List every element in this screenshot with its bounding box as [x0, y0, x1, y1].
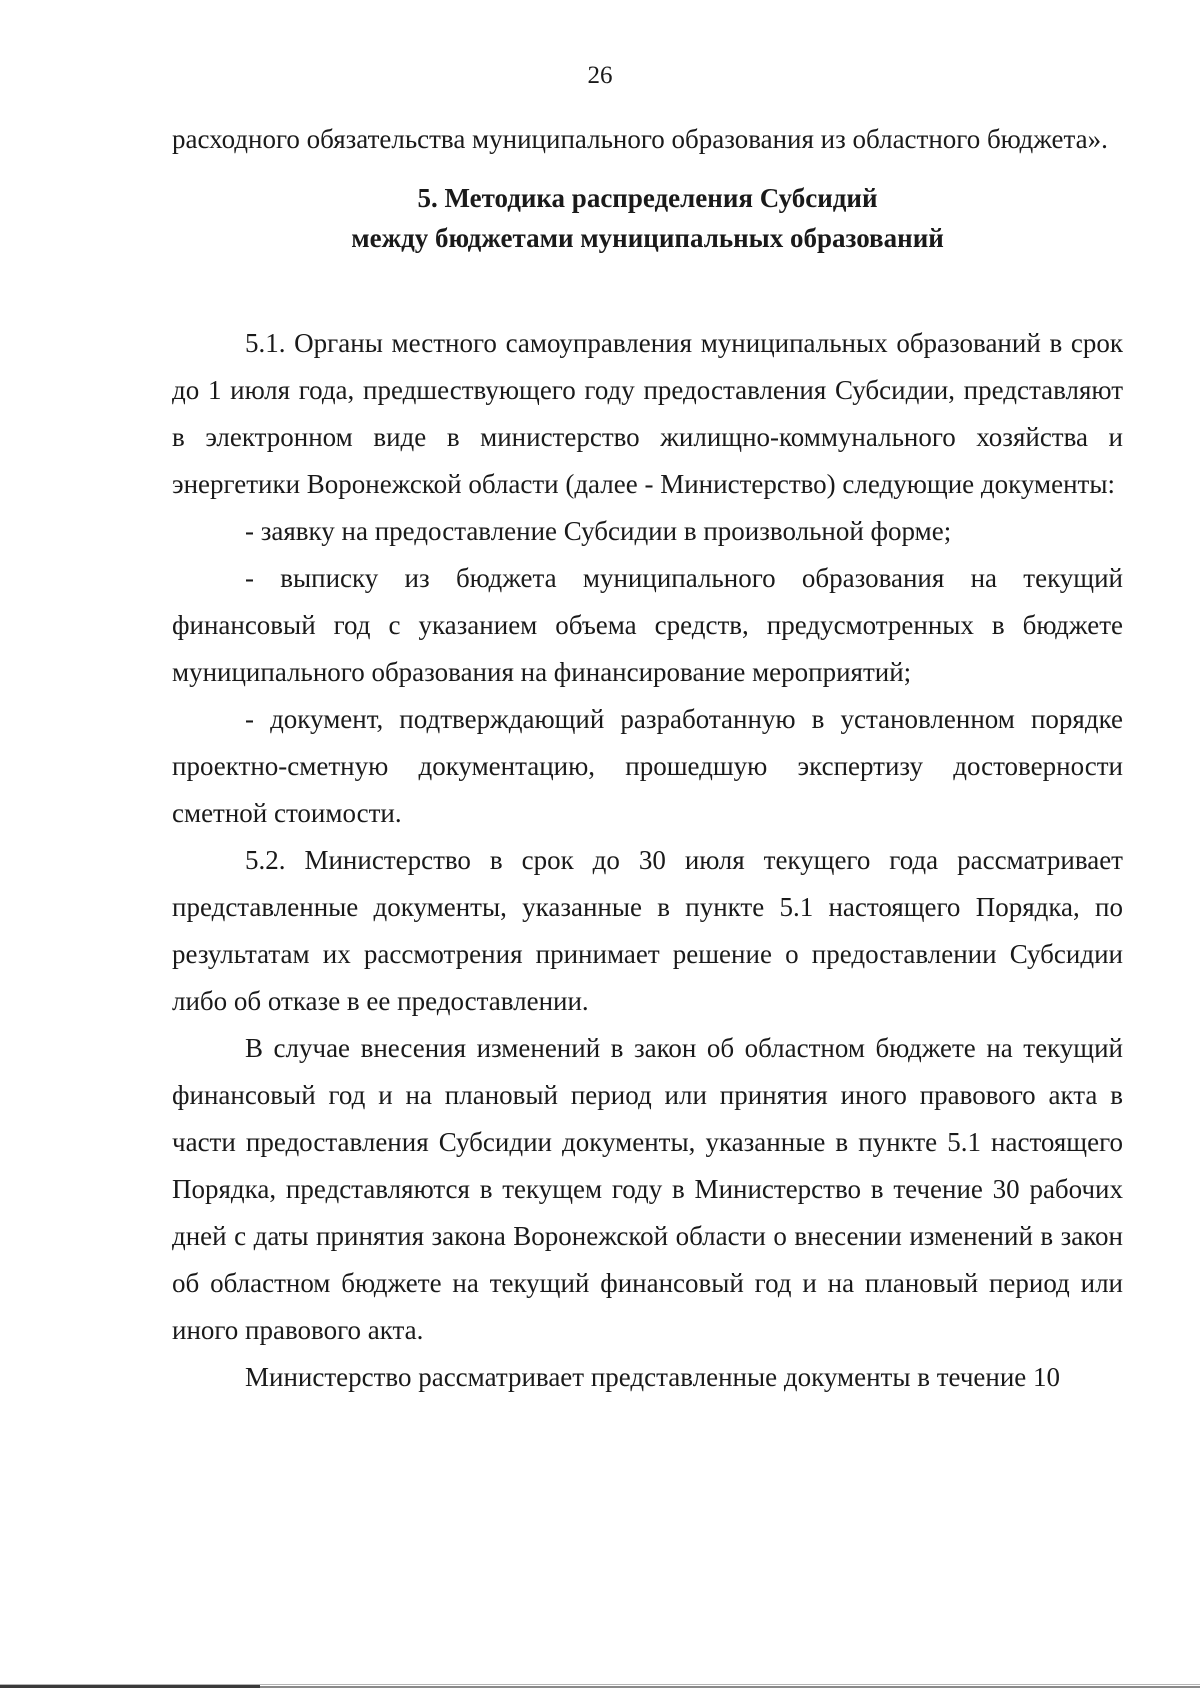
scan-edge-shadow-left: [0, 1685, 260, 1688]
list-item-design-documentation: - документ, подтверждающий разработанную в установленном порядке проектно-сметную документацию, прошедшую экспертизу достоверности сметной стоимости.: [172, 704, 1123, 828]
page-number: 26: [587, 62, 613, 89]
page-content: [172, 116, 1123, 1401]
paragraph-5-2: 5.2. Министерство в срок до 30 июля текущего года рассматривает представленные документы, указанные в пункте 5.1 настоящего Порядка, по результатам их рассмотрения принимает решение о предоставлении Субсидии либо об отказе в ее предоставлении.: [172, 845, 1123, 1016]
section-heading: [172, 178, 1123, 258]
list-item-budget-extract: - выписку из бюджета муниципального образования на текущий финансовый год с указанием объема средств, предусмотренных в бюджете муниципального образования на финансирование мероприятий;: [172, 563, 1123, 687]
section-heading-line-1: 5. Методика распределения Субсидий: [417, 183, 878, 213]
list-item-application: - заявку на предоставление Субсидии в произвольной форме;: [245, 516, 952, 546]
spacer: [172, 258, 1123, 320]
paragraph-5-1: 5.1. Органы местного самоуправления муниципальных образований в срок до 1 июля года, предшествующего году предоставления Субсидии, представляют в электронном виде в министерство жилищно-коммунального хозяйства и энергетики Воронежской области (далее - Министерство) следующие документы:: [172, 328, 1123, 499]
paragraph-continuation: расходного обязательства муниципального образования из областного бюджета».: [172, 124, 1108, 154]
paragraph-ministry-review: Министерство рассматривает представленные документы в течение 10: [245, 1362, 1061, 1392]
scan-edge-shadow-right: [260, 1686, 1200, 1688]
paragraph-budget-changes: В случае внесения изменений в закон об областном бюджете на текущий финансовый год и на плановый период или принятия иного правового акта в части предоставления Субсидии документы, указанные в пункте 5.1 настоящего Порядка, представляются в текущем году в Министерство в течение 30 рабочих дней с даты принятия закона Воронежской области о внесении изменений в закон об областном бюджете на текущий финансовый год и на плановый период или иного правового акта.: [172, 1033, 1123, 1345]
section-heading-line-2: между бюджетами муниципальных образований: [351, 223, 944, 253]
